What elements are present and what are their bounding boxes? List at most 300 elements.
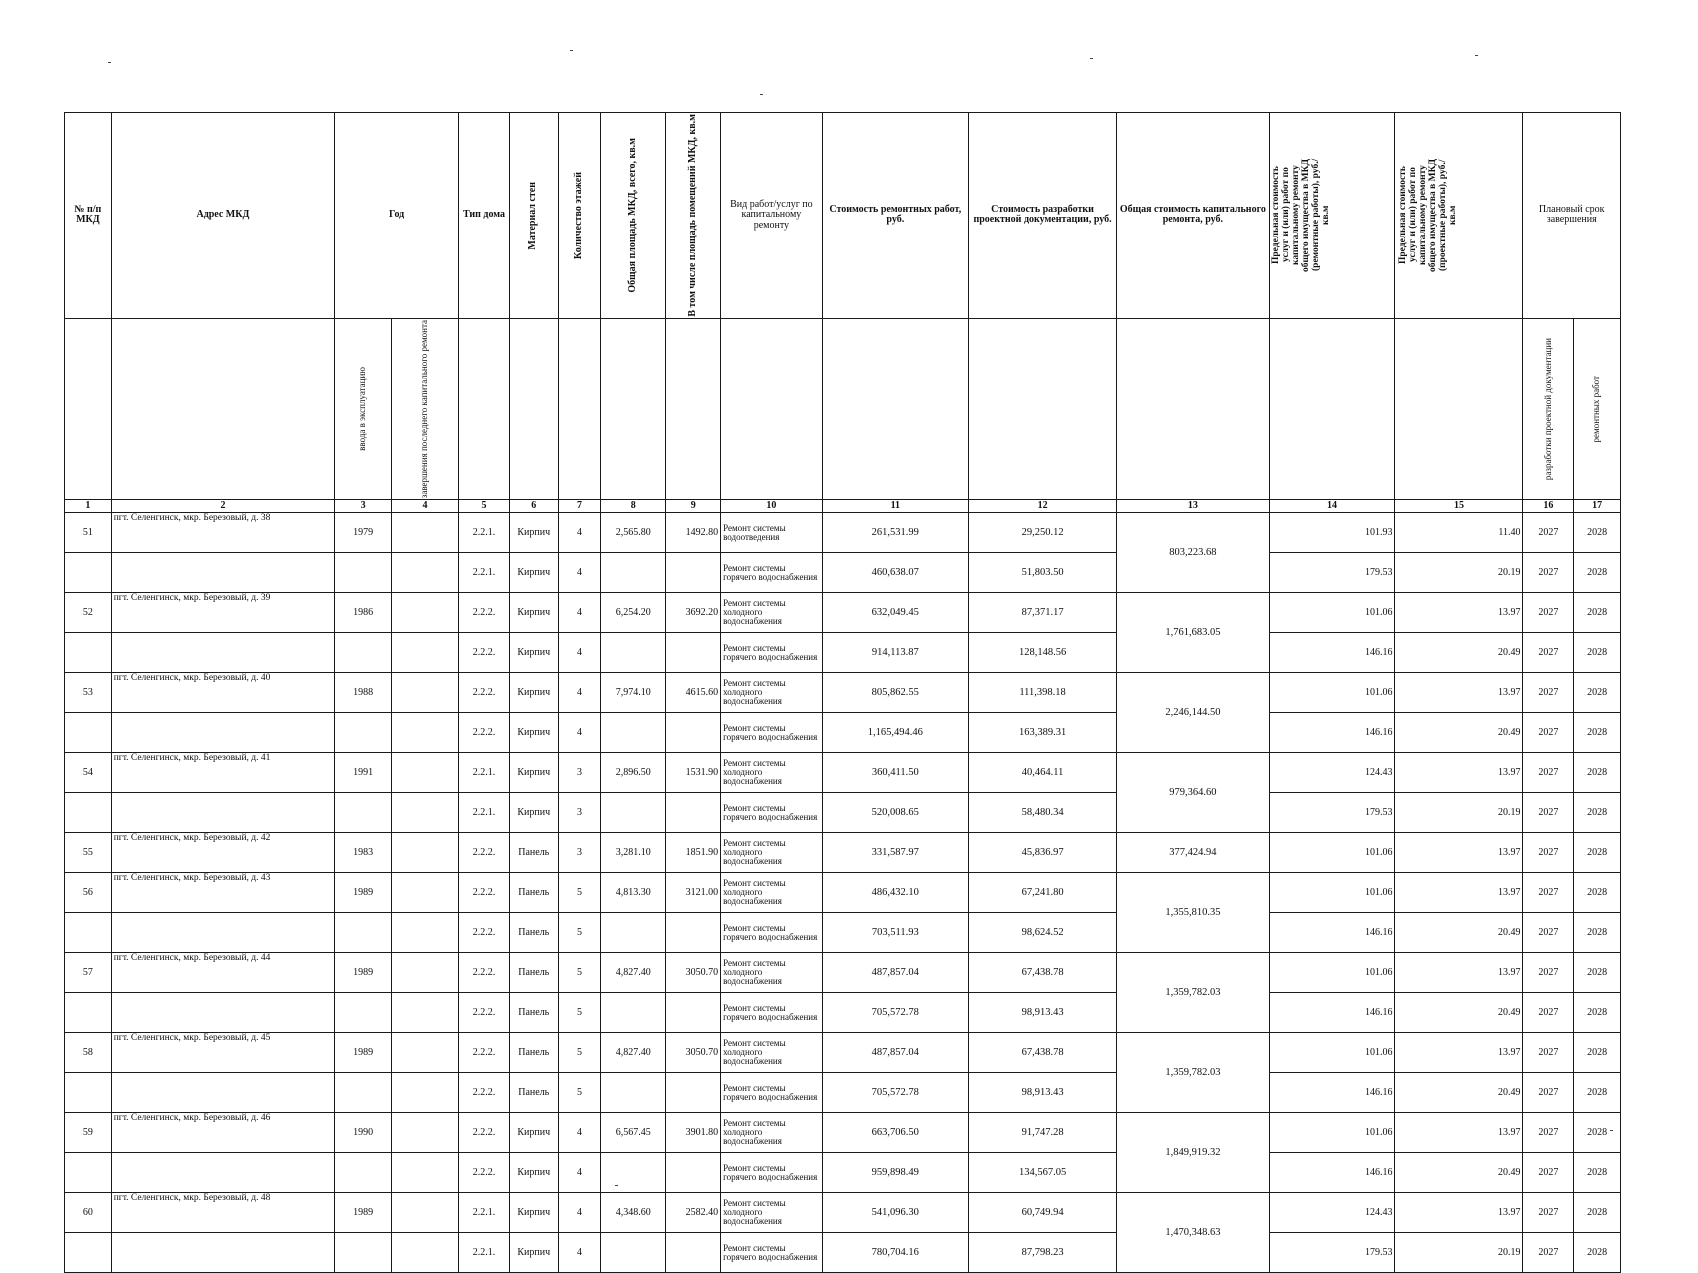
- floors-cell: 4: [558, 633, 601, 673]
- header-premises-area: [666, 113, 721, 319]
- total-area-cell: 3,281.10: [601, 833, 666, 873]
- total-area-cell: [601, 1073, 666, 1113]
- planned-design-cell: 2027: [1523, 913, 1574, 953]
- wall-material-cell: Кирпич: [509, 673, 558, 713]
- limit-design-cell: 13.97: [1395, 673, 1523, 713]
- total-area-cell: 6,567.45: [601, 1113, 666, 1153]
- premises-area-cell: 1531.90: [666, 753, 721, 793]
- floors-cell: 5: [558, 1033, 601, 1073]
- table-header: [65, 113, 1621, 513]
- wall-material-cell: Кирпич: [509, 1113, 558, 1153]
- total-area-cell: 2,565.80: [601, 513, 666, 553]
- table-row: [65, 633, 1621, 673]
- repair-cost-cell: 331,587.97: [822, 833, 968, 873]
- row-number: [65, 633, 112, 673]
- year-last-repair-cell: [392, 833, 459, 873]
- total-cost-cell: 1,849,919.32: [1117, 1113, 1269, 1193]
- row-number: 59: [65, 1113, 112, 1153]
- planned-repair-cell: 2028: [1574, 993, 1621, 1033]
- year-commission-cell: [335, 553, 392, 593]
- table-row: [65, 873, 1621, 913]
- limit-design-cell: 11.40: [1395, 513, 1523, 553]
- header-house-type: Тип дома: [459, 113, 510, 319]
- column-number: 11: [822, 499, 968, 513]
- header-limit-design: [1395, 113, 1523, 319]
- floors-cell: 5: [558, 913, 601, 953]
- limit-repair-cell: 101.93: [1269, 513, 1395, 553]
- row-number: 54: [65, 753, 112, 793]
- total-area-cell: [601, 1233, 666, 1273]
- header-floors: [558, 113, 601, 319]
- row-number: [65, 793, 112, 833]
- table-row: [65, 953, 1621, 993]
- column-number: 17: [1574, 499, 1621, 513]
- table-row: [65, 513, 1621, 553]
- house-type-cell: 2.2.2.: [459, 913, 510, 953]
- header-sub-empty-2: [111, 318, 334, 499]
- column-number: 2: [111, 499, 334, 513]
- table-row: [65, 993, 1621, 1033]
- limit-design-cell: 20.49: [1395, 633, 1523, 673]
- year-last-repair-cell: [392, 753, 459, 793]
- address-cell: [111, 713, 334, 753]
- premises-area-cell: 2582.40: [666, 1193, 721, 1233]
- table-body: [65, 513, 1621, 1273]
- limit-design-cell: 13.97: [1395, 1193, 1523, 1233]
- house-type-cell: 2.2.2.: [459, 993, 510, 1033]
- year-commission-cell: [335, 1233, 392, 1273]
- table-row: [65, 553, 1621, 593]
- year-last-repair-cell: [392, 713, 459, 753]
- design-cost-cell: 45,836.97: [968, 833, 1116, 873]
- house-type-cell: 2.2.2.: [459, 1033, 510, 1073]
- wall-material-cell: Панель: [509, 913, 558, 953]
- wall-material-cell: Кирпич: [509, 753, 558, 793]
- year-commission-cell: [335, 793, 392, 833]
- planned-repair-cell: 2028: [1574, 1193, 1621, 1233]
- premises-area-cell: [666, 793, 721, 833]
- table-row: [65, 833, 1621, 873]
- address-cell: пгт. Селенгинск, мкр. Березовый, д. 44: [111, 953, 334, 993]
- design-cost-cell: 134,567.05: [968, 1153, 1116, 1193]
- floors-cell: 5: [558, 993, 601, 1033]
- total-area-cell: [601, 713, 666, 753]
- premises-area-cell: 1851.90: [666, 833, 721, 873]
- row-number: 60: [65, 1193, 112, 1233]
- house-type-cell: 2.2.1.: [459, 793, 510, 833]
- limit-repair-cell: 146.16: [1269, 1073, 1395, 1113]
- floors-cell: 4: [558, 713, 601, 753]
- total-cost-cell: 1,470,348.63: [1117, 1193, 1269, 1273]
- year-commission-cell: 1989: [335, 1033, 392, 1073]
- limit-repair-cell: 101.06: [1269, 953, 1395, 993]
- total-area-cell: [601, 633, 666, 673]
- header-limit-design-text: Предельная стоимость услуг и (или) работ по капитальному ремонту общего имущества в МКД (проектные работы), руб./кв.м: [1397, 158, 1458, 272]
- design-cost-cell: 67,438.78: [968, 1033, 1116, 1073]
- header-limit-repair: [1269, 113, 1395, 319]
- column-number: 1: [65, 499, 112, 513]
- planned-repair-cell: 2028: [1574, 913, 1621, 953]
- premises-area-cell: 3901.80: [666, 1113, 721, 1153]
- address-cell: пгт. Селенгинск, мкр. Березовый, д. 41: [111, 753, 334, 793]
- wall-material-cell: Панель: [509, 1033, 558, 1073]
- planned-design-cell: 2027: [1523, 873, 1574, 913]
- planned-repair-cell: 2028: [1574, 553, 1621, 593]
- header-repair-cost: Стоимость ремонтных работ, руб.: [822, 113, 968, 319]
- year-commission-cell: 1988: [335, 673, 392, 713]
- planned-repair-cell: 2028: [1574, 1073, 1621, 1113]
- address-cell: пгт. Селенгинск, мкр. Березовый, д. 38: [111, 513, 334, 553]
- premises-area-cell: [666, 993, 721, 1033]
- year-commission-cell: 1991: [335, 753, 392, 793]
- total-area-cell: 4,348.60: [601, 1193, 666, 1233]
- year-last-repair-cell: [392, 1193, 459, 1233]
- floors-cell: 4: [558, 593, 601, 633]
- planned-repair-cell: 2028: [1574, 873, 1621, 913]
- limit-design-cell: 20.19: [1395, 1233, 1523, 1273]
- year-last-repair-cell: [392, 513, 459, 553]
- planned-repair-cell: 2028: [1574, 753, 1621, 793]
- premises-area-cell: [666, 713, 721, 753]
- limit-design-cell: 13.97: [1395, 753, 1523, 793]
- scan-speck: [570, 50, 573, 51]
- row-number: 58: [65, 1033, 112, 1073]
- header-planned-repair-text: ремонтных работ: [1591, 375, 1602, 442]
- total-area-cell: 4,813.30: [601, 873, 666, 913]
- planned-repair-cell: 2028: [1574, 673, 1621, 713]
- column-number: 3: [335, 499, 392, 513]
- total-area-cell: [601, 993, 666, 1033]
- work-type-cell: Ремонт системы холодного водоснабжения: [721, 833, 823, 873]
- header-year: Год: [335, 113, 459, 319]
- limit-repair-cell: 179.53: [1269, 1233, 1395, 1273]
- work-type-cell: Ремонт системы горячего водоснабжения: [721, 1153, 823, 1193]
- house-type-cell: 2.2.2.: [459, 633, 510, 673]
- header-year-commission-text: ввода в эксплуатацию: [357, 366, 368, 451]
- limit-repair-cell: 146.16: [1269, 1153, 1395, 1193]
- house-type-cell: 2.2.1.: [459, 1233, 510, 1273]
- limit-design-cell: 20.19: [1395, 793, 1523, 833]
- repair-cost-cell: 705,572.78: [822, 993, 968, 1033]
- limit-design-cell: 20.49: [1395, 913, 1523, 953]
- house-type-cell: 2.2.2.: [459, 593, 510, 633]
- planned-repair-cell: 2028: [1574, 513, 1621, 553]
- design-cost-cell: 111,398.18: [968, 673, 1116, 713]
- header-sub-empty-15: [1395, 318, 1523, 499]
- table-row: [65, 1113, 1621, 1153]
- wall-material-cell: Панель: [509, 873, 558, 913]
- house-type-cell: 2.2.2.: [459, 673, 510, 713]
- premises-area-cell: [666, 913, 721, 953]
- header-year-commission: [335, 318, 392, 499]
- premises-area-cell: 3121.00: [666, 873, 721, 913]
- capital-repair-table: [64, 112, 1621, 1273]
- column-number: 14: [1269, 499, 1395, 513]
- floors-cell: 5: [558, 873, 601, 913]
- header-planned-design-text: разработки проектной документации: [1542, 337, 1553, 480]
- floors-cell: 4: [558, 553, 601, 593]
- house-type-cell: 2.2.2.: [459, 713, 510, 753]
- header-planned: Плановый срок завершения: [1523, 113, 1621, 319]
- limit-repair-cell: 101.06: [1269, 673, 1395, 713]
- year-commission-cell: [335, 913, 392, 953]
- limit-design-cell: 13.97: [1395, 873, 1523, 913]
- year-commission-cell: 1986: [335, 593, 392, 633]
- header-year-last-repair-text: завершения последнего капитального ремонта: [419, 319, 430, 498]
- row-number: [65, 913, 112, 953]
- scan-speck: [108, 62, 111, 63]
- planned-repair-cell: 2028: [1574, 793, 1621, 833]
- repair-cost-cell: 520,008.65: [822, 793, 968, 833]
- year-last-repair-cell: [392, 793, 459, 833]
- address-cell: пгт. Селенгинск, мкр. Березовый, д. 39: [111, 593, 334, 633]
- header-sub-empty-11: [822, 318, 968, 499]
- design-cost-cell: 87,798.23: [968, 1233, 1116, 1273]
- column-number: 10: [721, 499, 823, 513]
- planned-design-cell: 2027: [1523, 1233, 1574, 1273]
- design-cost-cell: 67,241.80: [968, 873, 1116, 913]
- year-commission-cell: 1983: [335, 833, 392, 873]
- wall-material-cell: Кирпич: [509, 1193, 558, 1233]
- year-commission-cell: [335, 713, 392, 753]
- design-cost-cell: 98,913.43: [968, 993, 1116, 1033]
- column-number: 13: [1117, 499, 1269, 513]
- design-cost-cell: 40,464.11: [968, 753, 1116, 793]
- row-number: 52: [65, 593, 112, 633]
- wall-material-cell: Панель: [509, 993, 558, 1033]
- column-number: 4: [392, 499, 459, 513]
- table-row: [65, 1153, 1621, 1193]
- column-number: 16: [1523, 499, 1574, 513]
- repair-cost-cell: 959,898.49: [822, 1153, 968, 1193]
- header-premises-area-text: В том числе площадь помещений МКД, кв.м: [686, 114, 698, 317]
- repair-cost-cell: 261,531.99: [822, 513, 968, 553]
- house-type-cell: 2.2.2.: [459, 1113, 510, 1153]
- address-cell: [111, 1233, 334, 1273]
- year-last-repair-cell: [392, 673, 459, 713]
- work-type-cell: Ремонт системы холодного водоснабжения: [721, 873, 823, 913]
- floors-cell: 4: [558, 1193, 601, 1233]
- limit-design-cell: 13.97: [1395, 833, 1523, 873]
- house-type-cell: 2.2.1.: [459, 1193, 510, 1233]
- design-cost-cell: 163,389.31: [968, 713, 1116, 753]
- table-row: [65, 593, 1621, 633]
- design-cost-cell: 98,913.43: [968, 1073, 1116, 1113]
- floors-cell: 4: [558, 1153, 601, 1193]
- limit-design-cell: 13.97: [1395, 1113, 1523, 1153]
- address-cell: [111, 793, 334, 833]
- house-type-cell: 2.2.2.: [459, 1153, 510, 1193]
- year-last-repair-cell: [392, 1113, 459, 1153]
- total-cost-cell: 803,223.68: [1117, 513, 1269, 593]
- year-commission-cell: 1979: [335, 513, 392, 553]
- planned-design-cell: 2027: [1523, 1073, 1574, 1113]
- row-number: 57: [65, 953, 112, 993]
- premises-area-cell: [666, 1233, 721, 1273]
- scan-speck: [1090, 58, 1093, 59]
- scan-speck: [1475, 55, 1478, 56]
- header-sub-empty-5: [459, 318, 510, 499]
- total-area-cell: [601, 1153, 666, 1193]
- floors-cell: 4: [558, 673, 601, 713]
- address-cell: пгт. Селенгинск, мкр. Березовый, д. 40: [111, 673, 334, 713]
- planned-design-cell: 2027: [1523, 833, 1574, 873]
- planned-design-cell: 2027: [1523, 713, 1574, 753]
- row-number: 51: [65, 513, 112, 553]
- total-area-cell: 2,896.50: [601, 753, 666, 793]
- header-sub-empty-1: [65, 318, 112, 499]
- scan-speck: [1610, 1130, 1613, 1131]
- address-cell: пгт. Селенгинск, мкр. Березовый, д. 43: [111, 873, 334, 913]
- house-type-cell: 2.2.2.: [459, 953, 510, 993]
- limit-design-cell: 20.49: [1395, 993, 1523, 1033]
- floors-cell: 3: [558, 753, 601, 793]
- floors-cell: 4: [558, 1113, 601, 1153]
- wall-material-cell: Кирпич: [509, 553, 558, 593]
- header-total-area: [601, 113, 666, 319]
- work-type-cell: Ремонт системы холодного водоснабжения: [721, 593, 823, 633]
- year-last-repair-cell: [392, 913, 459, 953]
- address-cell: [111, 1153, 334, 1193]
- table-row: [65, 673, 1621, 713]
- total-area-cell: 4,827.40: [601, 953, 666, 993]
- header-sub-empty-8: [601, 318, 666, 499]
- total-cost-cell: 1,355,810.35: [1117, 873, 1269, 953]
- total-area-cell: 6,254.20: [601, 593, 666, 633]
- planned-design-cell: 2027: [1523, 633, 1574, 673]
- total-area-cell: 4,827.40: [601, 1033, 666, 1073]
- premises-area-cell: [666, 1153, 721, 1193]
- year-last-repair-cell: [392, 1073, 459, 1113]
- address-cell: [111, 993, 334, 1033]
- premises-area-cell: 4615.60: [666, 673, 721, 713]
- column-number: 9: [666, 499, 721, 513]
- limit-design-cell: 13.97: [1395, 1033, 1523, 1073]
- header-sub-empty-7: [558, 318, 601, 499]
- wall-material-cell: Кирпич: [509, 633, 558, 673]
- wall-material-cell: Панель: [509, 833, 558, 873]
- row-number: 56: [65, 873, 112, 913]
- repair-cost-cell: 663,706.50: [822, 1113, 968, 1153]
- year-last-repair-cell: [392, 633, 459, 673]
- house-type-cell: 2.2.2.: [459, 833, 510, 873]
- design-cost-cell: 67,438.78: [968, 953, 1116, 993]
- work-type-cell: Ремонт системы холодного водоснабжения: [721, 953, 823, 993]
- repair-cost-cell: 487,857.04: [822, 1033, 968, 1073]
- house-type-cell: 2.2.1.: [459, 753, 510, 793]
- column-number: 6: [509, 499, 558, 513]
- limit-repair-cell: 124.43: [1269, 1193, 1395, 1233]
- wall-material-cell: Кирпич: [509, 593, 558, 633]
- column-number: 8: [601, 499, 666, 513]
- work-type-cell: Ремонт системы холодного водоснабжения: [721, 673, 823, 713]
- header-sub-empty-9: [666, 318, 721, 499]
- wall-material-cell: Кирпич: [509, 713, 558, 753]
- year-commission-cell: [335, 633, 392, 673]
- repair-cost-cell: 805,862.55: [822, 673, 968, 713]
- row-number: [65, 1233, 112, 1273]
- limit-repair-cell: 146.16: [1269, 993, 1395, 1033]
- year-last-repair-cell: [392, 1153, 459, 1193]
- wall-material-cell: Кирпич: [509, 1233, 558, 1273]
- total-area-cell: 7,974.10: [601, 673, 666, 713]
- year-commission-cell: 1989: [335, 953, 392, 993]
- total-area-cell: [601, 793, 666, 833]
- repair-cost-cell: 487,857.04: [822, 953, 968, 993]
- year-last-repair-cell: [392, 553, 459, 593]
- limit-repair-cell: 179.53: [1269, 793, 1395, 833]
- limit-design-cell: 20.49: [1395, 713, 1523, 753]
- row-number: 55: [65, 833, 112, 873]
- header-address: Адрес МКД: [111, 113, 334, 319]
- limit-repair-cell: 101.06: [1269, 593, 1395, 633]
- planned-repair-cell: 2028: [1574, 593, 1621, 633]
- column-number-row: [65, 499, 1621, 513]
- work-type-cell: Ремонт системы горячего водоснабжения: [721, 553, 823, 593]
- repair-cost-cell: 914,113.87: [822, 633, 968, 673]
- limit-repair-cell: 179.53: [1269, 553, 1395, 593]
- column-number: 15: [1395, 499, 1523, 513]
- repair-cost-cell: 780,704.16: [822, 1233, 968, 1273]
- premises-area-cell: [666, 1073, 721, 1113]
- table-row: [65, 1233, 1621, 1273]
- design-cost-cell: 58,480.34: [968, 793, 1116, 833]
- floors-cell: 5: [558, 1073, 601, 1113]
- header-sub-empty-10: [721, 318, 823, 499]
- planned-repair-cell: 2028: [1574, 633, 1621, 673]
- header-planned-repair: [1574, 318, 1621, 499]
- total-cost-cell: 1,359,782.03: [1117, 953, 1269, 1033]
- work-type-cell: Ремонт системы горячего водоснабжения: [721, 633, 823, 673]
- limit-repair-cell: 146.16: [1269, 633, 1395, 673]
- limit-repair-cell: 124.43: [1269, 753, 1395, 793]
- year-last-repair-cell: [392, 993, 459, 1033]
- address-cell: [111, 553, 334, 593]
- limit-repair-cell: 146.16: [1269, 913, 1395, 953]
- total-cost-cell: 377,424.94: [1117, 833, 1269, 873]
- repair-cost-cell: 1,165,494.46: [822, 713, 968, 753]
- repair-cost-cell: 705,572.78: [822, 1073, 968, 1113]
- premises-area-cell: 1492.80: [666, 513, 721, 553]
- year-commission-cell: [335, 1073, 392, 1113]
- year-commission-cell: 1989: [335, 1193, 392, 1233]
- table-row: [65, 913, 1621, 953]
- work-type-cell: Ремонт системы холодного водоснабжения: [721, 753, 823, 793]
- work-type-cell: Ремонт системы холодного водоснабжения: [721, 1113, 823, 1153]
- year-last-repair-cell: [392, 1233, 459, 1273]
- design-cost-cell: 29,250.12: [968, 513, 1116, 553]
- address-cell: пгт. Селенгинск, мкр. Березовый, д. 48: [111, 1193, 334, 1233]
- year-commission-cell: 1990: [335, 1113, 392, 1153]
- design-cost-cell: 98,624.52: [968, 913, 1116, 953]
- planned-design-cell: 2027: [1523, 1193, 1574, 1233]
- planned-repair-cell: 2028: [1574, 713, 1621, 753]
- premises-area-cell: [666, 633, 721, 673]
- repair-cost-cell: 541,096.30: [822, 1193, 968, 1233]
- design-cost-cell: 128,148.56: [968, 633, 1116, 673]
- planned-repair-cell: 2028: [1574, 1153, 1621, 1193]
- row-number: [65, 713, 112, 753]
- row-number: [65, 1073, 112, 1113]
- address-cell: [111, 913, 334, 953]
- planned-repair-cell: 2028: [1574, 1033, 1621, 1073]
- planned-design-cell: 2027: [1523, 993, 1574, 1033]
- total-area-cell: [601, 913, 666, 953]
- premises-area-cell: 3050.70: [666, 1033, 721, 1073]
- row-number: [65, 1153, 112, 1193]
- planned-design-cell: 2027: [1523, 513, 1574, 553]
- planned-design-cell: 2027: [1523, 1033, 1574, 1073]
